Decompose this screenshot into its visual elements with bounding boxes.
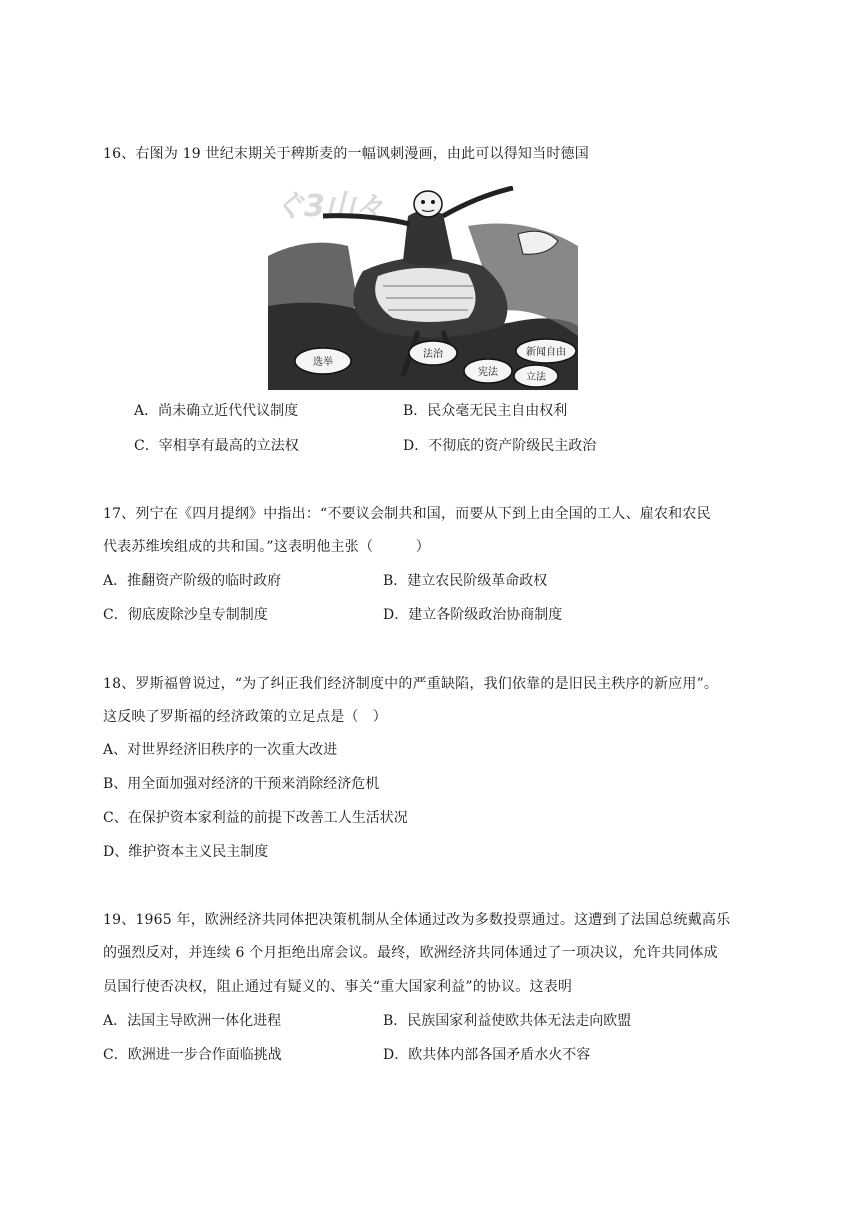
q17-option-c: C．彻底废除沙皇专制制度 bbox=[103, 607, 268, 623]
q16-option-c: C．宰相享有最高的立法权 bbox=[134, 438, 299, 454]
q18-option-d: D、维护资本主义民主制度 bbox=[103, 844, 269, 860]
q17-option-b: B．建立农民阶级革命政权 bbox=[383, 573, 548, 589]
sign-rule-of-law: 法治 bbox=[423, 349, 443, 360]
q19-option-b: B．民族国家利益使欧共体无法走向欧盟 bbox=[383, 1013, 632, 1029]
q19-stem-line-1: 19、1965 年，欧洲经济共同体把决策机制从全体通过改为多数投票通过。这遭到了法国总统戴高乐 bbox=[103, 912, 731, 928]
q16-option-d: D．不彻底的资产阶级民主政治 bbox=[403, 438, 597, 454]
q17-stem-line-1: 17、列宁在《四月提纲》中指出：“不要议会制共和国，而要从下到上由全国的工人、雇农和农民 bbox=[103, 506, 711, 522]
q18-stem-line-2: 这反映了罗斯福的经济政策的立足点是（ ） bbox=[103, 709, 387, 725]
q19-option-d: D．欧共体内部各国矛盾水火不容 bbox=[383, 1047, 591, 1063]
svg-text:ぐ3山々: ぐ3山々 bbox=[274, 189, 385, 224]
q19-stem-line-2: 的强烈反对，并连续 6 个月拒绝出席会议。最终，欧洲经济共同体通过了一项决议，允许共同体成 bbox=[103, 945, 718, 961]
bismarck-cartoon-image bbox=[268, 186, 578, 390]
q16-option-b: B．民众毫无民主自由权利 bbox=[403, 403, 568, 419]
sign-election: 选举 bbox=[313, 357, 333, 368]
q19-stem-line-3: 员国行使否决权，阻止通过有疑义的、事关“重大国家利益”的协议。这表明 bbox=[103, 979, 573, 995]
sign-legislation: 立法 bbox=[526, 372, 546, 383]
q17-option-a: A．推翻资产阶级的临时政府 bbox=[103, 573, 282, 589]
q16-option-a: A．尚未确立近代代议制度 bbox=[134, 403, 299, 419]
q18-option-b: B、用全面加强对经济的干预来消除经济危机 bbox=[103, 776, 380, 792]
q18-stem-line-1: 18、罗斯福曾说过，“为了纠正我们经济制度中的严重缺陷，我们依靠的是旧民主秩序的新应用”。 bbox=[103, 676, 719, 692]
q18-option-a: A、对世界经济旧秩序的一次重大改进 bbox=[103, 742, 338, 758]
q16-stem-line-1: 16、右图为 19 世纪末期关于稗斯麦的一幅讽刺漫画，由此可以得知当时德国 bbox=[103, 146, 589, 162]
sign-press-freedom: 新闻自由 bbox=[526, 347, 566, 358]
q17-stem-line-2: 代表苏维埃组成的共和国。”这表明他主张（ ） bbox=[103, 539, 430, 555]
q19-option-c: C．欧洲进一步合作面临挑战 bbox=[103, 1047, 282, 1063]
q19-option-a: A．法国主导欧洲一体化进程 bbox=[103, 1013, 282, 1029]
q17-option-d: D．建立各阶级政治协商制度 bbox=[383, 607, 563, 623]
sign-constitution: 宪法 bbox=[478, 367, 498, 378]
q18-option-c: C、在保护资本家利益的前提下改善工人生活状况 bbox=[103, 810, 408, 826]
